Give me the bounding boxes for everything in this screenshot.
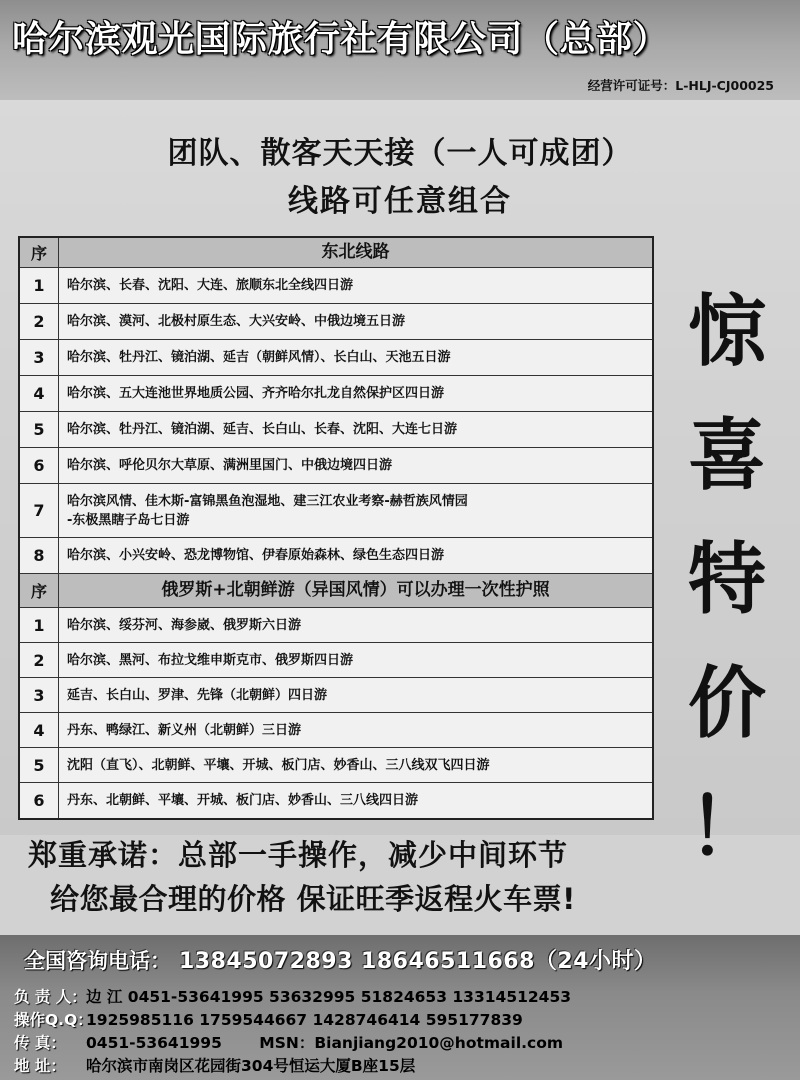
table-row xyxy=(20,268,652,304)
promise-line-1: 郑重承诺：总部一手操作，减少中间环节 xyxy=(28,838,569,872)
address-label: 地 址： xyxy=(14,1057,66,1075)
row-number: 2 xyxy=(20,304,59,339)
russia-header-row xyxy=(20,574,652,608)
northeast-header-row xyxy=(20,238,652,268)
table-row xyxy=(20,376,652,412)
table-row xyxy=(20,304,652,340)
northeast-title: 东北线路 xyxy=(321,242,390,262)
route-text: 哈尔滨、小兴安岭、恐龙博物馆、伊春原始森林、绿色生态四日游 xyxy=(67,548,445,563)
table-row xyxy=(20,678,652,713)
route-text: 丹东、鸭绿江、新义州（北朝鲜）三日游 xyxy=(67,722,302,738)
route-text: 哈尔滨、长春、沈阳、大连、旅顺东北全线四日游 xyxy=(67,278,354,293)
address-value: 哈尔滨市南岗区花园街304号恒运大厦B座15层 xyxy=(86,1057,416,1075)
table-row xyxy=(20,484,652,538)
slogan-line-1: 团队、散客天天接（一人可成团） xyxy=(167,136,633,171)
fax-value: 0451-53641995 xyxy=(86,1034,222,1052)
manager-label: 负 责 人： xyxy=(14,988,87,1006)
row-number: 4 xyxy=(20,376,59,411)
row-number: 5 xyxy=(20,412,59,447)
route-text: 哈尔滨、呼伦贝尔大草原、满洲里国门、中俄边境四日游 xyxy=(67,458,393,473)
table-row xyxy=(20,448,652,484)
row-number: 5 xyxy=(20,748,59,782)
surprise-char: 特 xyxy=(687,535,766,625)
promise-line-2: 给您最合理的价格 保证旺季返程火车票! xyxy=(50,882,576,916)
national-hotline-label: 全国咨询电话： xyxy=(24,949,171,973)
msn-label: MSN： xyxy=(259,1034,315,1052)
address-line xyxy=(14,1054,415,1076)
manager-line xyxy=(14,985,571,1007)
row-number: 3 xyxy=(20,678,59,712)
msn-value: Bianjiang2010@hotmail.com xyxy=(314,1034,564,1052)
routes-table xyxy=(18,236,654,820)
surprise-char: ！ xyxy=(687,783,766,873)
table-row xyxy=(20,538,652,574)
russia-title: 俄罗斯+北朝鲜游（异国风情）可以办理一次性护照 xyxy=(161,580,550,600)
fax-label: 传 真： xyxy=(14,1034,66,1052)
national-hotline-numbers: 13845072893 18646511668（24小时） xyxy=(179,949,657,974)
manager-value: 边 江 0451-53641995 53632995 51824653 13314512453 xyxy=(86,988,572,1006)
table-row xyxy=(20,643,652,678)
surprise-char: 惊 xyxy=(687,287,766,377)
route-text-line-2: -东极黑瞎子岛七日游 xyxy=(67,512,190,528)
row-number: 7 xyxy=(20,484,59,537)
row-number: 1 xyxy=(20,268,59,303)
qq-line xyxy=(14,1008,523,1030)
header-banner xyxy=(0,0,800,100)
fax-line xyxy=(14,1031,563,1053)
route-text: 哈尔滨、五大连池世界地质公园、齐齐哈尔扎龙自然保护区四日游 xyxy=(67,386,445,401)
seq-header: 序 xyxy=(20,574,59,607)
route-text: 哈尔滨、漠河、北极村原生态、大兴安岭、中俄边境五日游 xyxy=(67,314,406,329)
qq-value: 1925985116 1759544667 1428746414 595177839 xyxy=(86,1011,523,1029)
license-number: 经营许可证号：L-HLJ-CJ00025 xyxy=(587,78,774,93)
row-number: 8 xyxy=(20,538,59,573)
route-text: 哈尔滨、绥芬河、海参崴、俄罗斯六日游 xyxy=(67,617,302,633)
surprise-price-vertical-text xyxy=(668,270,786,890)
table-row xyxy=(20,608,652,643)
row-number: 1 xyxy=(20,608,59,642)
route-text xyxy=(59,492,468,530)
table-row xyxy=(20,412,652,448)
qq-label: 操作Q.Q： xyxy=(14,1011,93,1029)
row-number: 2 xyxy=(20,643,59,677)
row-number: 3 xyxy=(20,340,59,375)
table-row xyxy=(20,713,652,748)
table-row xyxy=(20,783,652,818)
table-row xyxy=(20,340,652,376)
surprise-char: 喜 xyxy=(687,411,766,501)
row-number: 4 xyxy=(20,713,59,747)
row-number: 6 xyxy=(20,448,59,483)
route-text-line-1: 哈尔滨风情、佳木斯-富锦黑鱼泡湿地、建三江农业考察-赫哲族风情园 xyxy=(67,493,468,509)
company-title: 哈尔滨观光国际旅行社有限公司（总部） xyxy=(12,19,670,60)
route-text: 哈尔滨、牡丹江、镜泊湖、延吉、长白山、长春、沈阳、大连七日游 xyxy=(67,422,458,437)
seq-header: 序 xyxy=(20,238,59,267)
slogan-line-2: 线路可任意组合 xyxy=(288,184,512,219)
row-number: 6 xyxy=(20,783,59,818)
table-row xyxy=(20,748,652,783)
route-text: 哈尔滨、牡丹江、镜泊湖、延吉（朝鲜风情）、长白山、天池五日游 xyxy=(67,350,451,365)
route-text: 哈尔滨、黑河、布拉戈维申斯克市、俄罗斯四日游 xyxy=(67,652,354,668)
route-text: 丹东、北朝鲜、平壤、开城、板门店、妙香山、三八线四日游 xyxy=(67,793,419,808)
route-text: 延吉、长白山、罗津、先锋（北朝鲜）四日游 xyxy=(67,687,328,703)
route-text: 沈阳（直飞）、北朝鲜、平壤、开城、板门店、妙香山、三八线双飞四日游 xyxy=(67,757,490,773)
surprise-char: 价 xyxy=(687,659,766,749)
national-hotline xyxy=(24,944,657,975)
